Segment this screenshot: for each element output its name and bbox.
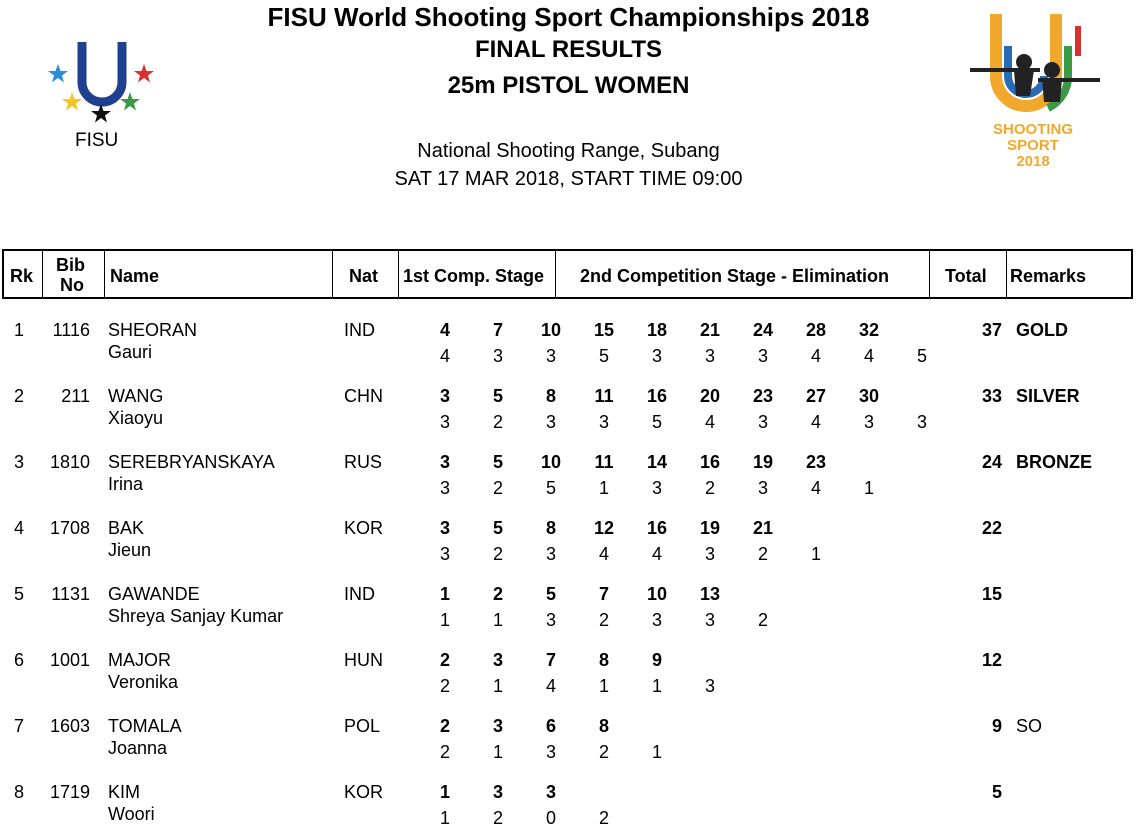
total-score: 5 — [991, 782, 1002, 802]
series-score: 1 — [863, 478, 874, 498]
series-score: 2 — [492, 544, 503, 564]
cumulative-score: 2 — [439, 650, 450, 670]
series-score: 2 — [439, 742, 450, 762]
series-score: 3 — [545, 346, 556, 366]
table-row — [0, 384, 1137, 444]
remark: BRONZE — [1016, 452, 1092, 472]
athlete-last-name: MAJOR — [108, 650, 171, 670]
series-score: 2 — [492, 478, 503, 498]
series-score: 3 — [439, 412, 450, 432]
athlete-last-name: TOMALA — [108, 716, 182, 736]
athlete-last-name: SEREBRYANSKAYA — [108, 452, 275, 472]
cumulative-score: 3 — [492, 716, 503, 736]
cumulative-score: 16 — [646, 386, 668, 406]
remark: GOLD — [1016, 320, 1068, 340]
table-row — [0, 450, 1137, 510]
series-score: 5 — [651, 412, 662, 432]
series-score: 4 — [439, 346, 450, 366]
series-score: 3 — [704, 346, 715, 366]
series-score: 3 — [757, 412, 768, 432]
cumulative-score: 19 — [699, 518, 721, 538]
venue: National Shooting Range, Subang — [417, 140, 720, 162]
rank: 1 — [14, 320, 25, 340]
cumulative-score: 2 — [439, 716, 450, 736]
total-score: 37 — [981, 320, 1002, 340]
series-score: 3 — [704, 676, 715, 696]
athlete-first-name: Xiaoyu — [108, 408, 164, 428]
event-logo-text-2: SPORT — [1007, 137, 1059, 154]
cumulative-score: 19 — [752, 452, 774, 472]
header-remarks: Remarks — [1010, 266, 1087, 286]
series-score: 2 — [598, 808, 609, 828]
table-row — [0, 714, 1137, 774]
rank: 3 — [14, 452, 25, 472]
series-score: 4 — [704, 412, 715, 432]
series-score: 5 — [545, 478, 556, 498]
header-stage2: 2nd Competition Stage - Elimination — [580, 266, 890, 286]
series-score: 3 — [545, 610, 556, 630]
cumulative-score: 28 — [805, 320, 827, 340]
cumulative-score: 10 — [540, 452, 562, 472]
cumulative-score: 32 — [858, 320, 880, 340]
cumulative-score: 7 — [598, 584, 609, 604]
athlete-first-name: Woori — [108, 804, 155, 824]
series-score: 3 — [757, 478, 768, 498]
series-score: 2 — [492, 412, 503, 432]
header-nat: Nat — [349, 266, 379, 286]
cumulative-score: 15 — [593, 320, 615, 340]
cumulative-score: 5 — [492, 452, 503, 472]
athlete-first-name: Shreya Sanjay Kumar — [108, 606, 284, 626]
cumulative-score: 3 — [545, 782, 556, 802]
header-stage1: 1st Comp. Stage — [403, 266, 545, 286]
cumulative-score: 8 — [545, 518, 556, 538]
bib-number: 1116 — [52, 320, 90, 340]
bib-number: 1810 — [49, 452, 90, 472]
total-score: 33 — [981, 386, 1002, 406]
series-score: 1 — [492, 742, 503, 762]
athlete-last-name: BAK — [108, 518, 145, 538]
series-score: 1 — [439, 610, 450, 630]
nation: POL — [344, 716, 381, 736]
cumulative-score: 30 — [858, 386, 880, 406]
rank: 5 — [14, 584, 25, 604]
athlete-last-name: SHEORAN — [108, 320, 198, 340]
series-score: 1 — [439, 808, 450, 828]
fisu-label: FISU — [75, 130, 119, 151]
cumulative-score: 6 — [545, 716, 556, 736]
series-score: 5 — [916, 346, 927, 366]
bib-number: 211 — [61, 386, 90, 406]
table-header — [2, 249, 1133, 299]
series-score: 4 — [863, 346, 874, 366]
cumulative-score: 2 — [492, 584, 503, 604]
cumulative-score: 11 — [594, 452, 614, 472]
nation: RUS — [344, 452, 383, 472]
cumulative-score: 5 — [492, 518, 503, 538]
cumulative-score: 9 — [651, 650, 662, 670]
shooting-sport-logo-icon — [968, 6, 1103, 121]
cumulative-score: 7 — [545, 650, 556, 670]
event-name: 25m PISTOL WOMEN — [447, 72, 690, 99]
header-bib-2: No — [60, 275, 84, 295]
cumulative-score: 14 — [646, 452, 668, 472]
date-time: SAT 17 MAR 2018, START TIME 09:00 — [394, 168, 743, 190]
remark: SILVER — [1016, 386, 1080, 406]
bib-number: 1001 — [49, 650, 90, 670]
series-score: 2 — [492, 808, 503, 828]
series-score: 4 — [810, 412, 821, 432]
event-logo-text-1: SHOOTING — [992, 121, 1073, 138]
bib-number: 1131 — [51, 584, 90, 604]
series-score: 2 — [598, 610, 609, 630]
cumulative-score: 4 — [439, 320, 450, 340]
nation: IND — [344, 584, 375, 604]
cumulative-score: 8 — [598, 716, 609, 736]
series-score: 1 — [598, 676, 609, 696]
series-score: 5 — [598, 346, 609, 366]
series-score: 3 — [704, 610, 715, 630]
series-score: 2 — [757, 610, 768, 630]
table-row — [0, 648, 1137, 708]
cumulative-score: 1 — [439, 584, 450, 604]
table-row — [0, 780, 1137, 840]
total-score: 24 — [981, 452, 1002, 472]
athlete-first-name: Jieun — [108, 540, 152, 560]
rank: 2 — [14, 386, 25, 406]
nation: IND — [344, 320, 375, 340]
series-score: 3 — [492, 346, 503, 366]
cumulative-score: 16 — [646, 518, 668, 538]
cumulative-score: 1 — [439, 782, 450, 802]
series-score: 3 — [439, 544, 450, 564]
series-score: 2 — [598, 742, 609, 762]
series-score: 1 — [492, 676, 503, 696]
series-score: 3 — [545, 742, 556, 762]
cumulative-score: 3 — [492, 782, 503, 802]
table-row — [0, 516, 1137, 576]
table-row — [0, 582, 1137, 642]
series-score: 3 — [598, 412, 609, 432]
cumulative-score: 13 — [699, 584, 721, 604]
cumulative-score: 8 — [545, 386, 556, 406]
series-score: 3 — [704, 544, 715, 564]
series-score: 3 — [651, 346, 662, 366]
nation: CHN — [344, 386, 383, 406]
series-score: 4 — [651, 544, 662, 564]
series-score: 2 — [757, 544, 768, 564]
series-score: 3 — [757, 346, 768, 366]
rank: 6 — [14, 650, 25, 670]
cumulative-score: 3 — [439, 518, 450, 538]
cumulative-score: 10 — [646, 584, 668, 604]
header-rank: Rk — [10, 266, 34, 286]
athlete-first-name: Irina — [108, 474, 144, 494]
series-score: 3 — [863, 412, 874, 432]
rank: 8 — [14, 782, 25, 802]
cumulative-score: 5 — [492, 386, 503, 406]
rank: 4 — [14, 518, 25, 538]
series-score: 4 — [545, 676, 556, 696]
series-score: 3 — [545, 412, 556, 432]
cumulative-score: 23 — [805, 452, 827, 472]
cumulative-score: 21 — [699, 320, 721, 340]
series-score: 4 — [810, 478, 821, 498]
series-score: 1 — [492, 610, 503, 630]
total-score: 22 — [981, 518, 1002, 538]
bib-number: 1603 — [49, 716, 90, 736]
header-bib-1: Bib — [56, 255, 85, 275]
athlete-last-name: WANG — [108, 386, 164, 406]
cumulative-score: 12 — [593, 518, 615, 538]
cumulative-score: 8 — [598, 650, 609, 670]
total-score: 15 — [981, 584, 1002, 604]
cumulative-score: 16 — [699, 452, 721, 472]
series-score: 0 — [545, 808, 556, 828]
page-title: FISU World Shooting Sport Championships 2018 — [267, 2, 870, 32]
bib-number: 1719 — [49, 782, 90, 802]
series-score: 1 — [651, 676, 662, 696]
bib-number: 1708 — [49, 518, 90, 538]
remark: SO — [1016, 716, 1043, 736]
cumulative-score: 24 — [752, 320, 774, 340]
nation: KOR — [344, 518, 384, 538]
series-score: 3 — [439, 478, 450, 498]
series-score: 1 — [598, 478, 609, 498]
athlete-last-name: KIM — [108, 782, 141, 802]
athlete-first-name: Joanna — [108, 738, 168, 758]
total-score: 12 — [981, 650, 1002, 670]
series-score: 3 — [651, 478, 662, 498]
nation: KOR — [344, 782, 384, 802]
results-subtitle: FINAL RESULTS — [474, 36, 663, 63]
athlete-first-name: Veronika — [108, 672, 179, 692]
series-score: 1 — [651, 742, 662, 762]
table-row — [0, 318, 1137, 378]
series-score: 1 — [810, 544, 821, 564]
cumulative-score: 3 — [492, 650, 503, 670]
athlete-last-name: GAWANDE — [108, 584, 200, 604]
series-score: 3 — [916, 412, 927, 432]
series-score: 4 — [810, 346, 821, 366]
series-score: 2 — [439, 676, 450, 696]
cumulative-score: 20 — [699, 386, 721, 406]
cumulative-score: 18 — [646, 320, 668, 340]
series-score: 3 — [545, 544, 556, 564]
cumulative-score: 5 — [545, 584, 556, 604]
series-score: 2 — [704, 478, 715, 498]
header-name: Name — [110, 266, 160, 286]
cumulative-score: 11 — [594, 386, 614, 406]
nation: HUN — [344, 650, 383, 670]
cumulative-score: 10 — [540, 320, 562, 340]
event-logo-text-3: 2018 — [1016, 153, 1050, 170]
series-score: 4 — [598, 544, 609, 564]
cumulative-score: 21 — [752, 518, 774, 538]
header-total: Total — [945, 266, 987, 286]
cumulative-score: 23 — [752, 386, 774, 406]
series-score: 3 — [651, 610, 662, 630]
cumulative-score: 3 — [439, 386, 450, 406]
cumulative-score: 7 — [492, 320, 503, 340]
athlete-first-name: Gauri — [108, 342, 153, 362]
cumulative-score: 27 — [805, 386, 827, 406]
rank: 7 — [14, 716, 25, 736]
total-score: 9 — [991, 716, 1002, 736]
cumulative-score: 3 — [439, 452, 450, 472]
